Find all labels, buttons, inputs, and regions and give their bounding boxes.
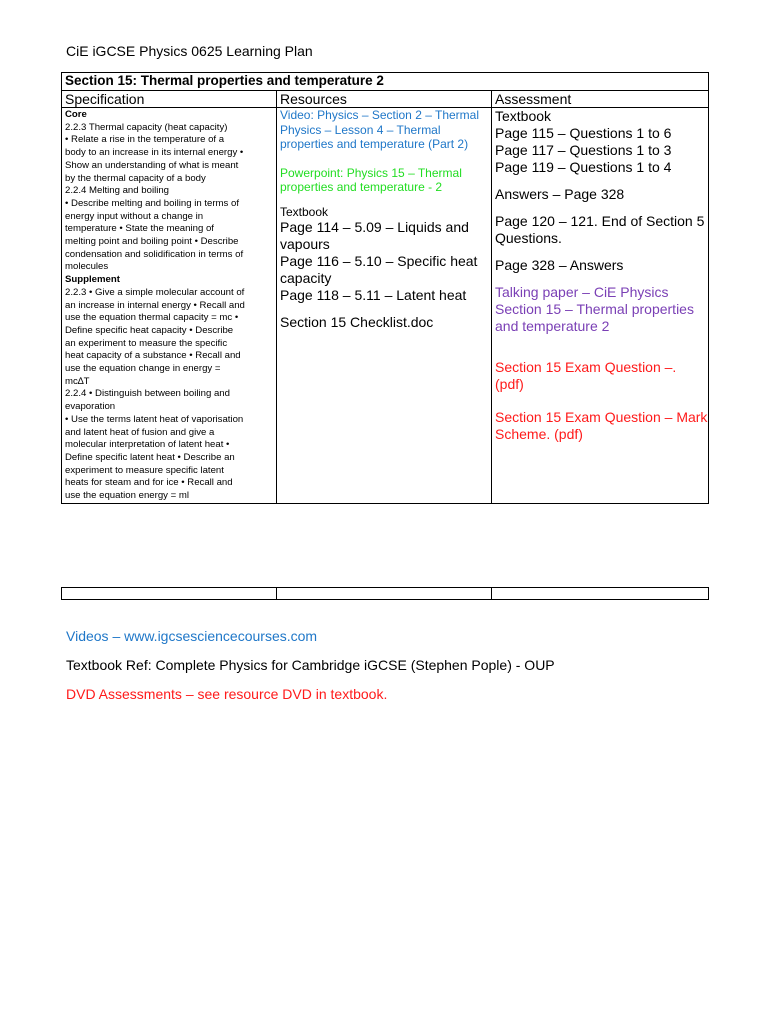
textbook-ref-3: Page 118 – 5.11 – Latent heat xyxy=(280,287,467,303)
questions-2: Page 117 – Questions 1 to 3 xyxy=(495,142,672,158)
specification-line: mc∆T xyxy=(65,375,90,387)
learning-plan-table xyxy=(61,72,709,504)
assessment-cell xyxy=(492,108,709,504)
specification-line: body to an increase in its internal energy • xyxy=(65,147,244,159)
end-of-section-questions: Page 120 – 121. End of Section 5 Questions. xyxy=(495,213,705,246)
checklist-link[interactable]: Section 15 Checklist.doc xyxy=(280,314,434,330)
specification-line: Define specific heat capacity • Describe xyxy=(65,324,234,336)
specification-line: by the thermal capacity of a body xyxy=(65,172,206,184)
specification-line: Show an understanding of what is meant xyxy=(65,159,239,171)
specification-line: evaporation xyxy=(65,401,116,413)
specification-line: experiment to measure specific latent xyxy=(65,464,224,476)
specification-line: heats for steam and for ice • Recall and xyxy=(65,477,233,489)
specification-line: condensation and solidification in terms of xyxy=(65,248,244,260)
resources-cell xyxy=(277,108,492,504)
empty-cell xyxy=(62,588,277,600)
questions-1: Page 115 – Questions 1 to 6 xyxy=(495,125,672,141)
specification-line: 2.2.3 • Give a simple molecular account of xyxy=(65,286,245,298)
specification-line: 2.2.3 Thermal capacity (heat capacity) xyxy=(65,121,228,133)
empty-cell xyxy=(277,588,492,600)
specification-line: melting point and boiling point • Describe xyxy=(65,236,239,248)
specification-line: molecular interpretation of latent heat • xyxy=(65,439,230,451)
assessment-textbook-label: Textbook xyxy=(495,108,552,124)
questions-3: Page 119 – Questions 1 to 4 xyxy=(495,159,672,175)
specification-line: heat capacity of a substance • Recall and xyxy=(65,350,241,362)
assessment-header: Assessment xyxy=(492,91,709,108)
specification-subheading: Core xyxy=(65,109,87,120)
dvd-assessments-note: DVD Assessments – see resource DVD in textbook. xyxy=(66,686,388,702)
specification-line: energy input without a change in xyxy=(65,210,204,222)
specification-line: 2.2.4 Melting and boiling xyxy=(65,185,170,197)
video-link[interactable]: Video: Physics – Section 2 – Thermal Physics – Lesson 4 – Thermal properties and temperature (Part 2) xyxy=(280,108,479,151)
section-title: Section 15: Thermal properties and temperature 2 xyxy=(62,73,709,91)
empty-cell xyxy=(492,588,709,600)
textbook-label: Textbook xyxy=(280,204,329,219)
textbook-ref-1: Page 114 – 5.09 – Liquids and vapours xyxy=(280,219,469,252)
specification-line: use the equation thermal capacity = mc • xyxy=(65,312,239,324)
specification-line: and latent heat of fusion and give a xyxy=(65,426,215,438)
specification-line: molecules xyxy=(65,261,109,273)
textbook-reference: Textbook Ref: Complete Physics for Cambridge iGCSE (Stephen Pople) - OUP xyxy=(66,657,555,673)
resources-header: Resources xyxy=(277,91,492,108)
videos-link[interactable]: Videos – www.igcsesciencecourses.com xyxy=(66,628,318,644)
specification-line: temperature • State the meaning of xyxy=(65,223,214,235)
empty-table-row xyxy=(61,587,709,600)
powerpoint-link[interactable]: Powerpoint: Physics 15 – Thermal properties and temperature - 2 xyxy=(280,165,462,194)
mark-scheme-link[interactable]: Section 15 Exam Question – Mark Scheme. (pdf) xyxy=(495,409,708,442)
answers-page-2: Page 328 – Answers xyxy=(495,257,624,273)
specification-cell xyxy=(62,108,277,504)
specification-subheading: Supplement xyxy=(65,274,120,286)
document-title: CiE iGCSE Physics 0625 Learning Plan xyxy=(66,43,313,59)
specification-line: • Use the terms latent heat of vaporisation xyxy=(65,413,244,425)
specification-line: use the equation change in energy = xyxy=(65,363,221,375)
specification-line: an increase in internal energy • Recall and xyxy=(65,299,245,311)
specification-line: Define specific latent heat • Describe an xyxy=(65,451,235,463)
textbook-ref-2: Page 116 – 5.10 – Specific heat capacity xyxy=(280,253,478,286)
specification-header: Specification xyxy=(62,91,277,108)
answers-page: Answers – Page 328 xyxy=(495,186,625,202)
specification-line: use the equation energy = ml xyxy=(65,490,190,502)
specification-line: • Relate a rise in the temperature of a xyxy=(65,134,225,146)
specification-line: 2.2.4 • Distinguish between boiling and xyxy=(65,388,230,400)
specification-text xyxy=(65,109,276,503)
specification-line: • Describe melting and boiling in terms of xyxy=(65,197,239,209)
talking-paper-link[interactable]: Talking paper – CiE Physics Section 15 – Thermal properties and temperature 2 xyxy=(495,284,694,334)
specification-line: an experiment to measure the specific xyxy=(65,337,228,349)
exam-question-link[interactable]: Section 15 Exam Question –. (pdf) xyxy=(495,359,677,392)
